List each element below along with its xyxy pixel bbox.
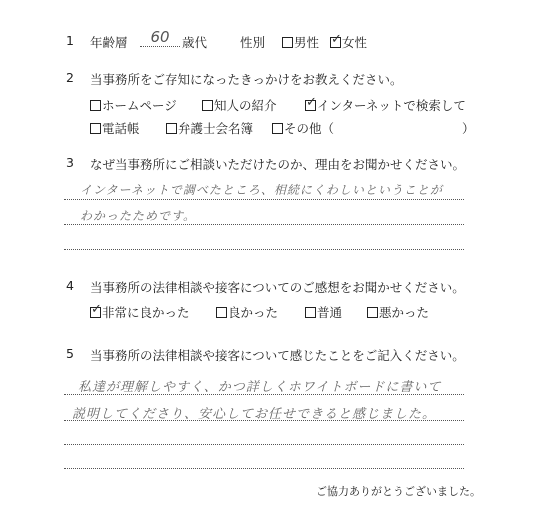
q5-answer-line-1: 私達が理解しやすく、かつ詳しくホワイトボードに書いて (78, 380, 442, 395)
q2-checkbox[interactable] (90, 123, 101, 134)
q4-checkbox[interactable] (367, 307, 378, 318)
q4-checkbox[interactable] (305, 307, 316, 318)
q3-question: なぜ当事務所にご相談いただけたのか、理由をお聞かせください。 (90, 157, 466, 172)
q2-question: 当事務所をご存知になったきっかけをお教えください。 (90, 72, 403, 87)
q3-rule (64, 249, 464, 250)
q2-checkbox[interactable] (202, 100, 213, 111)
q4-checkbox[interactable] (90, 307, 101, 318)
age-value[interactable]: 60 (140, 28, 180, 47)
q4-option-label: 普通 (317, 305, 343, 320)
q3-answer-line-2: わかったためです。 (80, 209, 197, 223)
gender-female-option[interactable] (330, 33, 367, 51)
thanks-note: ご協力ありがとうございました。 (316, 485, 481, 498)
q2-other-close: ） (462, 121, 475, 136)
male-label: 男性 (294, 35, 320, 50)
q4-option-average[interactable] (305, 303, 342, 321)
q2-option-internet[interactable] (305, 96, 466, 114)
q2-option-label: 知人の紹介 (214, 98, 277, 113)
q3-rule (64, 199, 464, 200)
q2-checkbox[interactable] (90, 100, 101, 111)
q5-rule (64, 468, 464, 469)
gender-label: 性別 (240, 35, 266, 50)
q2-checkbox[interactable] (166, 123, 177, 134)
q2-option-other[interactable] (272, 119, 334, 137)
q2-option-label: その他（ (284, 121, 335, 136)
q4-option-label: 良かった (228, 305, 279, 320)
q5-question: 当事務所の法律相談や接客について感じたことをご記入ください。 (90, 348, 465, 363)
q4-question: 当事務所の法律相談や接客についてのご感想をお聞かせください。 (90, 280, 465, 295)
gender-male-option[interactable] (282, 33, 319, 51)
age-label: 年齢層 (90, 35, 128, 50)
q2-option-label: 弁護士会名簿 (178, 121, 254, 136)
q4-option-good[interactable] (216, 303, 278, 321)
q2-option-bar-directory[interactable] (166, 119, 253, 137)
q4-option-bad[interactable] (367, 303, 429, 321)
q1-number: 1 (66, 33, 74, 48)
q5-number: 5 (66, 346, 74, 361)
q3-number: 3 (66, 155, 74, 170)
q2-checkbox[interactable] (305, 100, 316, 111)
q5-rule (64, 420, 464, 421)
q2-checkbox[interactable] (272, 123, 283, 134)
q5-answer-line-2: 説明してくださり、安心してお任せできると感じました。 (72, 407, 437, 422)
q4-option-label: 悪かった (379, 305, 430, 320)
female-checkbox[interactable] (330, 37, 341, 48)
q2-option-label: 電話帳 (102, 121, 140, 136)
age-suffix: 歳代 (182, 35, 208, 50)
q4-number: 4 (66, 278, 74, 293)
q3-answer-line-1: インターネットで調べたところ、相続にくわしいということが (80, 183, 443, 197)
male-checkbox[interactable] (282, 37, 293, 48)
q2-number: 2 (66, 70, 74, 85)
q4-option-very-good[interactable] (90, 303, 190, 321)
q5-rule (64, 394, 464, 395)
q2-option-phonebook[interactable] (90, 119, 140, 137)
q5-rule (64, 444, 464, 445)
q4-checkbox[interactable] (216, 307, 227, 318)
q2-option-homepage[interactable] (90, 96, 177, 114)
female-label: 女性 (342, 35, 368, 50)
q2-option-referral[interactable] (202, 96, 277, 114)
q4-option-label: 非常に良かった (102, 305, 190, 320)
q2-option-label: インターネットで検索して (317, 98, 466, 113)
q3-rule (64, 224, 464, 225)
q2-option-label: ホームページ (102, 98, 177, 113)
